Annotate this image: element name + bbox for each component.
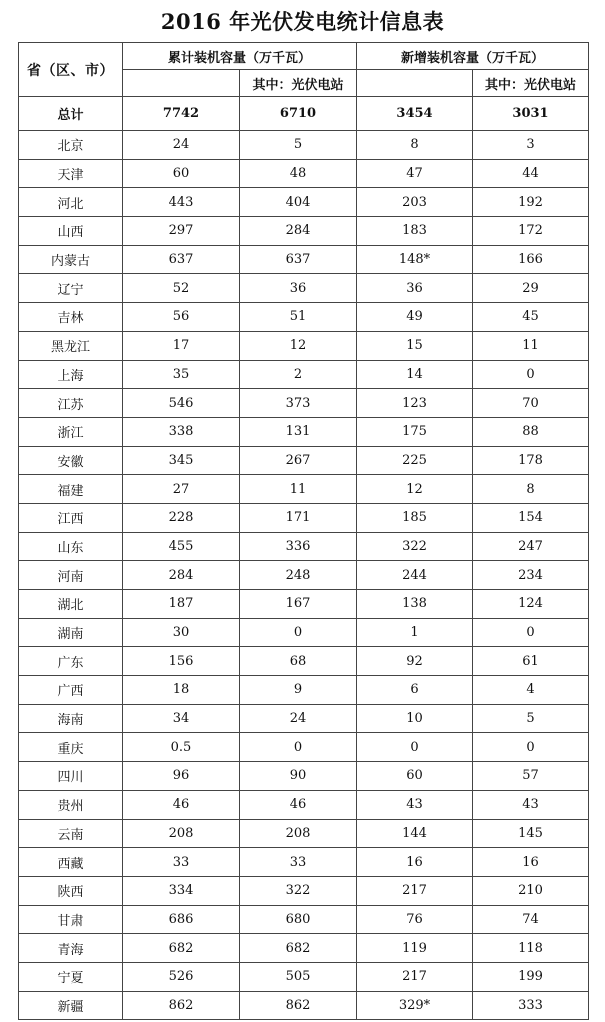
total-label: 总计 [19, 97, 123, 131]
page-title: 2016 年光伏发电统计信息表 [160, 9, 445, 34]
table-row [19, 991, 589, 1020]
province-name: 内蒙古 [19, 245, 123, 274]
table-row [19, 618, 589, 647]
cumulative-value: 682 [123, 934, 240, 963]
table-row [19, 762, 589, 791]
cumulative-value: 334 [123, 876, 240, 905]
province-name: 甘肃 [19, 905, 123, 934]
province-name: 新疆 [19, 991, 123, 1020]
cumulative-pv-value: 862 [240, 991, 357, 1020]
province-name: 河南 [19, 561, 123, 590]
cumulative-pv-value: 171 [240, 503, 357, 532]
table-row [19, 561, 589, 590]
cumulative-value: 546 [123, 389, 240, 418]
cumulative-pv-value: 33 [240, 848, 357, 877]
table-row [19, 217, 589, 246]
cumulative-pv-value: 0 [240, 618, 357, 647]
table-body [19, 97, 589, 1020]
table-row [19, 159, 589, 188]
province-name: 湖南 [19, 618, 123, 647]
table-row [19, 790, 589, 819]
new-value: 329* [357, 991, 473, 1020]
province-name: 北京 [19, 131, 123, 160]
new-value: 12 [357, 475, 473, 504]
new-pv-value: 5 [473, 704, 589, 733]
new-pv-value: 43 [473, 790, 589, 819]
table-row [19, 676, 589, 705]
province-name: 湖北 [19, 590, 123, 619]
new-pv-value: 333 [473, 991, 589, 1020]
cumulative-pv-value: 0 [240, 733, 357, 762]
province-name: 山东 [19, 532, 123, 561]
new-value: 217 [357, 876, 473, 905]
cumulative-pv-value: 373 [240, 389, 357, 418]
province-name: 西藏 [19, 848, 123, 877]
new-pv-value: 199 [473, 962, 589, 991]
cumulative-pv-value: 322 [240, 876, 357, 905]
table-row [19, 819, 589, 848]
cumulative-pv-value: 208 [240, 819, 357, 848]
cumulative-pv-value: 2 [240, 360, 357, 389]
province-name: 江西 [19, 503, 123, 532]
cumulative-value: 96 [123, 762, 240, 791]
new-pv-value: 210 [473, 876, 589, 905]
new-value: 148* [357, 245, 473, 274]
new-pv-value: 61 [473, 647, 589, 676]
new-value: 123 [357, 389, 473, 418]
table-row [19, 131, 589, 160]
table-row [19, 303, 589, 332]
new-value: 36 [357, 274, 473, 303]
total-new-pv: 3031 [473, 97, 589, 131]
table-row [19, 360, 589, 389]
table-row [19, 245, 589, 274]
cumulative-pv-value: 131 [240, 417, 357, 446]
new-value: 119 [357, 934, 473, 963]
cumulative-pv-value: 680 [240, 905, 357, 934]
new-value: 92 [357, 647, 473, 676]
new-pv-value: 124 [473, 590, 589, 619]
new-value: 203 [357, 188, 473, 217]
cumulative-pv-value: 48 [240, 159, 357, 188]
province-name: 海南 [19, 704, 123, 733]
province-name: 贵州 [19, 790, 123, 819]
cumulative-pv-value: 36 [240, 274, 357, 303]
new-value: 138 [357, 590, 473, 619]
cumulative-pv-value: 68 [240, 647, 357, 676]
province-name: 江苏 [19, 389, 123, 418]
table-row [19, 503, 589, 532]
province-name: 天津 [19, 159, 123, 188]
province-name: 重庆 [19, 733, 123, 762]
cumulative-value: 455 [123, 532, 240, 561]
new-value: 76 [357, 905, 473, 934]
province-name: 辽宁 [19, 274, 123, 303]
cumulative-value: 17 [123, 331, 240, 360]
new-pv-value: 0 [473, 360, 589, 389]
cumulative-value: 34 [123, 704, 240, 733]
header-new-blank [357, 70, 473, 97]
table-row [19, 876, 589, 905]
province-name: 福建 [19, 475, 123, 504]
new-pv-value: 88 [473, 417, 589, 446]
cumulative-value: 35 [123, 360, 240, 389]
cumulative-value: 30 [123, 618, 240, 647]
cumulative-value: 60 [123, 159, 240, 188]
new-pv-value: 4 [473, 676, 589, 705]
cumulative-pv-value: 90 [240, 762, 357, 791]
cumulative-pv-value: 267 [240, 446, 357, 475]
new-pv-value: 154 [473, 503, 589, 532]
new-value: 8 [357, 131, 473, 160]
new-value: 49 [357, 303, 473, 332]
stats-table [18, 42, 589, 1020]
new-pv-value: 3 [473, 131, 589, 160]
table-row [19, 704, 589, 733]
province-name: 广西 [19, 676, 123, 705]
header-new-sub: 其中：光伏电站 [473, 70, 589, 97]
cumulative-value: 187 [123, 590, 240, 619]
new-pv-value: 11 [473, 331, 589, 360]
table-container [18, 42, 588, 1020]
cumulative-value: 33 [123, 848, 240, 877]
cumulative-value: 56 [123, 303, 240, 332]
new-pv-value: 145 [473, 819, 589, 848]
province-name: 云南 [19, 819, 123, 848]
new-pv-value: 0 [473, 618, 589, 647]
province-name: 四川 [19, 762, 123, 791]
table-row [19, 389, 589, 418]
new-value: 0 [357, 733, 473, 762]
cumulative-value: 443 [123, 188, 240, 217]
cumulative-pv-value: 12 [240, 331, 357, 360]
header-cumulative: 累计装机容量（万千瓦） [123, 43, 357, 70]
cumulative-pv-value: 5 [240, 131, 357, 160]
new-value: 14 [357, 360, 473, 389]
new-value: 225 [357, 446, 473, 475]
header-new: 新增装机容量（万千瓦） [357, 43, 589, 70]
cumulative-value: 46 [123, 790, 240, 819]
header-province: 省（区、市） [19, 43, 123, 97]
new-value: 175 [357, 417, 473, 446]
table-row [19, 532, 589, 561]
new-pv-value: 70 [473, 389, 589, 418]
new-value: 6 [357, 676, 473, 705]
table-row [19, 848, 589, 877]
cumulative-pv-value: 336 [240, 532, 357, 561]
cumulative-value: 0.5 [123, 733, 240, 762]
table-row [19, 733, 589, 762]
new-value: 322 [357, 532, 473, 561]
cumulative-pv-value: 505 [240, 962, 357, 991]
cumulative-value: 27 [123, 475, 240, 504]
new-value: 47 [357, 159, 473, 188]
new-value: 15 [357, 331, 473, 360]
cumulative-pv-value: 248 [240, 561, 357, 590]
table-row [19, 417, 589, 446]
new-pv-value: 74 [473, 905, 589, 934]
total-new: 3454 [357, 97, 473, 131]
cumulative-pv-value: 404 [240, 188, 357, 217]
new-value: 1 [357, 618, 473, 647]
table-row [19, 905, 589, 934]
new-value: 144 [357, 819, 473, 848]
cumulative-value: 345 [123, 446, 240, 475]
cumulative-value: 526 [123, 962, 240, 991]
cumulative-value: 338 [123, 417, 240, 446]
province-name: 安徽 [19, 446, 123, 475]
new-value: 16 [357, 848, 473, 877]
new-pv-value: 29 [473, 274, 589, 303]
new-pv-value: 0 [473, 733, 589, 762]
table-row [19, 274, 589, 303]
cumulative-value: 297 [123, 217, 240, 246]
table-header [19, 43, 589, 97]
cumulative-pv-value: 9 [240, 676, 357, 705]
new-pv-value: 192 [473, 188, 589, 217]
header-cumulative-blank [123, 70, 240, 97]
new-value: 60 [357, 762, 473, 791]
cumulative-value: 862 [123, 991, 240, 1020]
cumulative-value: 156 [123, 647, 240, 676]
new-pv-value: 16 [473, 848, 589, 877]
new-pv-value: 57 [473, 762, 589, 791]
table-row [19, 934, 589, 963]
new-value: 43 [357, 790, 473, 819]
province-name: 山西 [19, 217, 123, 246]
table-row [19, 475, 589, 504]
total-cumulative: 7742 [123, 97, 240, 131]
province-name: 陕西 [19, 876, 123, 905]
total-cumulative-pv: 6710 [240, 97, 357, 131]
province-name: 宁夏 [19, 962, 123, 991]
cumulative-value: 228 [123, 503, 240, 532]
table-row [19, 962, 589, 991]
new-value: 185 [357, 503, 473, 532]
table-row [19, 590, 589, 619]
table-row [19, 331, 589, 360]
province-name: 上海 [19, 360, 123, 389]
new-pv-value: 234 [473, 561, 589, 590]
new-value: 217 [357, 962, 473, 991]
province-name: 浙江 [19, 417, 123, 446]
new-value: 10 [357, 704, 473, 733]
cumulative-value: 284 [123, 561, 240, 590]
total-row [19, 97, 589, 131]
cumulative-value: 24 [123, 131, 240, 160]
table-row [19, 188, 589, 217]
cumulative-value: 686 [123, 905, 240, 934]
cumulative-pv-value: 11 [240, 475, 357, 504]
province-name: 青海 [19, 934, 123, 963]
cumulative-pv-value: 51 [240, 303, 357, 332]
province-name: 广东 [19, 647, 123, 676]
province-name: 吉林 [19, 303, 123, 332]
new-pv-value: 45 [473, 303, 589, 332]
province-name: 河北 [19, 188, 123, 217]
new-pv-value: 44 [473, 159, 589, 188]
new-pv-value: 8 [473, 475, 589, 504]
cumulative-pv-value: 637 [240, 245, 357, 274]
province-name: 黑龙江 [19, 331, 123, 360]
cumulative-value: 637 [123, 245, 240, 274]
cumulative-pv-value: 46 [240, 790, 357, 819]
table-row [19, 446, 589, 475]
table-row [19, 647, 589, 676]
new-pv-value: 247 [473, 532, 589, 561]
header-cumulative-sub: 其中：光伏电站 [240, 70, 357, 97]
cumulative-pv-value: 682 [240, 934, 357, 963]
cumulative-value: 52 [123, 274, 240, 303]
cumulative-value: 18 [123, 676, 240, 705]
new-pv-value: 172 [473, 217, 589, 246]
cumulative-pv-value: 24 [240, 704, 357, 733]
new-pv-value: 166 [473, 245, 589, 274]
new-value: 183 [357, 217, 473, 246]
new-pv-value: 178 [473, 446, 589, 475]
new-value: 244 [357, 561, 473, 590]
cumulative-value: 208 [123, 819, 240, 848]
new-pv-value: 118 [473, 934, 589, 963]
cumulative-pv-value: 167 [240, 590, 357, 619]
cumulative-pv-value: 284 [240, 217, 357, 246]
